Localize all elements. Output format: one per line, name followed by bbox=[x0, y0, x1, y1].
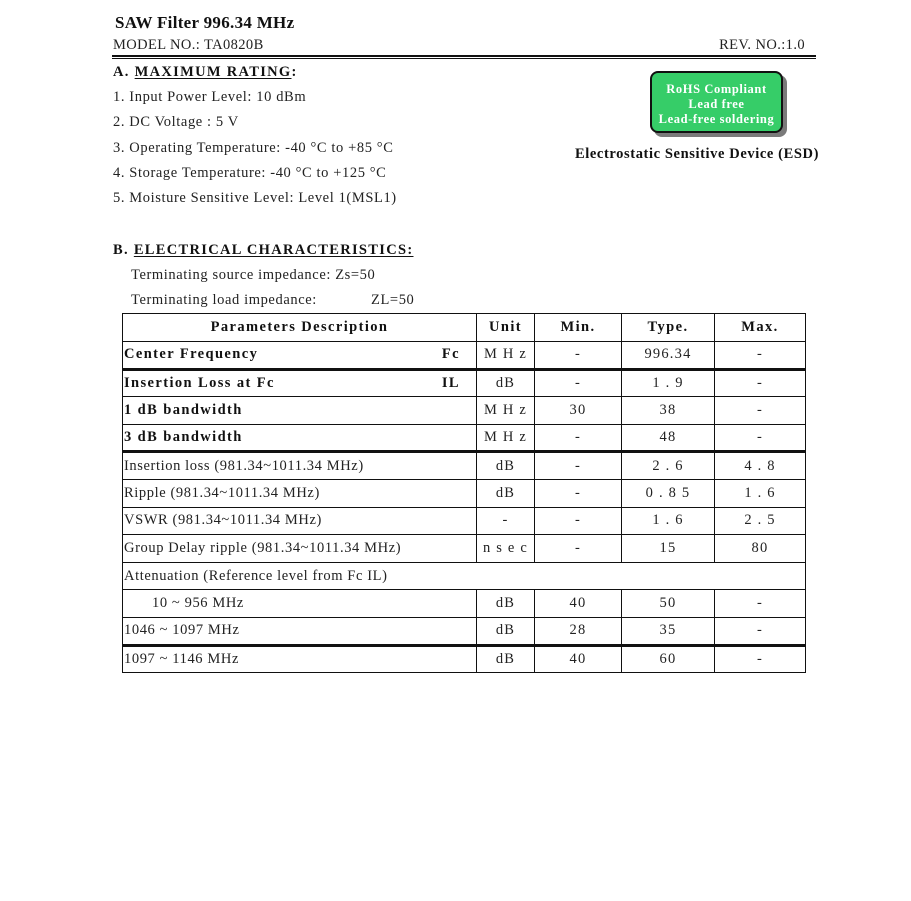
typ-cell: 48 bbox=[622, 424, 715, 452]
header-type: Type. bbox=[622, 314, 715, 342]
unit-cell: dB bbox=[477, 617, 535, 645]
unit-cell: dB bbox=[477, 645, 535, 673]
section-a-title: MAXIMUM RATING bbox=[134, 64, 292, 80]
attenuation-heading: Attenuation (Reference level from Fc IL) bbox=[123, 562, 806, 590]
table-row bbox=[123, 424, 806, 452]
revision-number: REV. NO.:1.0 bbox=[719, 37, 805, 53]
table-header-row bbox=[123, 314, 806, 342]
table-row bbox=[123, 590, 806, 618]
typ-cell: 0 . 8 5 bbox=[622, 479, 715, 507]
param-desc: VSWR (981.34~1011.34 MHz) bbox=[123, 507, 477, 535]
source-impedance: Terminating source impedance: Zs=50 bbox=[131, 267, 376, 283]
min-cell: 30 bbox=[535, 397, 622, 425]
rating-item: 4. Storage Temperature: -40 °C to +125 °C bbox=[113, 165, 387, 181]
typ-cell: 50 bbox=[622, 590, 715, 618]
unit-cell: dB bbox=[477, 369, 535, 397]
header-min: Min. bbox=[535, 314, 622, 342]
param-name: Insertion Loss at Fc bbox=[124, 374, 275, 391]
section-b-title: ELECTRICAL CHARACTERISTICS: bbox=[133, 242, 414, 258]
min-cell: - bbox=[535, 535, 622, 563]
min-cell: 40 bbox=[535, 590, 622, 618]
max-cell: 4 . 8 bbox=[715, 452, 806, 480]
param-desc: Ripple (981.34~1011.34 MHz) bbox=[123, 479, 477, 507]
max-cell: - bbox=[715, 617, 806, 645]
min-cell: - bbox=[535, 342, 622, 370]
lead-free-soldering-line: Lead-free soldering bbox=[658, 112, 775, 126]
min-cell: - bbox=[535, 424, 622, 452]
max-cell: - bbox=[715, 397, 806, 425]
section-a-prefix: A. bbox=[113, 64, 135, 80]
esd-label: Electrostatic Sensitive Device (ESD) bbox=[575, 146, 820, 162]
max-cell: 2 . 5 bbox=[715, 507, 806, 535]
rating-item: 1. Input Power Level: 10 dBm bbox=[113, 89, 307, 105]
unit-cell: n s e c bbox=[477, 535, 535, 563]
max-cell: 80 bbox=[715, 535, 806, 563]
param-desc: 3 dB bandwidth bbox=[123, 424, 477, 452]
typ-cell: 1 . 6 bbox=[622, 507, 715, 535]
table-row bbox=[123, 479, 806, 507]
section-b-heading bbox=[113, 242, 413, 259]
param-desc: 1 dB bandwidth bbox=[123, 397, 477, 425]
param-symbol: Fc bbox=[441, 346, 460, 363]
param-desc: 1097 ~ 1146 MHz bbox=[123, 645, 477, 673]
rating-item: 2. DC Voltage : 5 V bbox=[113, 114, 239, 130]
document-title: SAW Filter 996.34 MHz bbox=[115, 13, 295, 32]
rating-item: 5. Moisture Sensitive Level: Level 1(MSL1) bbox=[113, 190, 397, 206]
header-unit: Unit bbox=[477, 314, 535, 342]
param-desc: 10 ~ 956 MHz bbox=[123, 590, 477, 618]
min-cell: - bbox=[535, 507, 622, 535]
header-double-rule bbox=[112, 55, 816, 59]
param-desc bbox=[123, 342, 477, 370]
typ-cell: 996.34 bbox=[622, 342, 715, 370]
typ-cell: 2 . 6 bbox=[622, 452, 715, 480]
section-b-prefix: B. bbox=[113, 242, 134, 258]
table-row bbox=[123, 535, 806, 563]
min-cell: 28 bbox=[535, 617, 622, 645]
section-a-heading bbox=[113, 64, 298, 81]
table-row bbox=[123, 507, 806, 535]
section-a-suffix: : bbox=[291, 64, 298, 80]
min-cell: - bbox=[535, 452, 622, 480]
header-parameters: Parameters Description bbox=[123, 314, 477, 342]
table-row-attenuation-heading bbox=[123, 562, 806, 590]
typ-cell: 38 bbox=[622, 397, 715, 425]
table-row bbox=[123, 617, 806, 645]
typ-cell: 15 bbox=[622, 535, 715, 563]
typ-cell: 60 bbox=[622, 645, 715, 673]
max-cell: 1 . 6 bbox=[715, 479, 806, 507]
rating-item: 3. Operating Temperature: -40 °C to +85 °C bbox=[113, 140, 394, 156]
min-cell: 40 bbox=[535, 645, 622, 673]
max-cell: - bbox=[715, 342, 806, 370]
table-row bbox=[123, 342, 806, 370]
param-desc: Group Delay ripple (981.34~1011.34 MHz) bbox=[123, 535, 477, 563]
param-desc bbox=[123, 369, 477, 397]
param-desc: Insertion loss (981.34~1011.34 MHz) bbox=[123, 452, 477, 480]
param-symbol: IL bbox=[441, 374, 460, 391]
min-cell: - bbox=[535, 369, 622, 397]
typ-cell: 35 bbox=[622, 617, 715, 645]
param-name: Center Frequency bbox=[124, 346, 259, 363]
unit-cell: M H z bbox=[477, 397, 535, 425]
max-cell: - bbox=[715, 645, 806, 673]
unit-cell: - bbox=[477, 507, 535, 535]
unit-cell: M H z bbox=[477, 342, 535, 370]
unit-cell: dB bbox=[477, 590, 535, 618]
electrical-characteristics-table bbox=[122, 313, 806, 673]
max-cell: - bbox=[715, 590, 806, 618]
min-cell: - bbox=[535, 479, 622, 507]
param-desc: 1046 ~ 1097 MHz bbox=[123, 617, 477, 645]
load-impedance-label: Terminating load impedance: bbox=[131, 292, 317, 308]
table-row bbox=[123, 452, 806, 480]
max-cell: - bbox=[715, 424, 806, 452]
table-row bbox=[123, 645, 806, 673]
lead-free-line: Lead free bbox=[688, 97, 745, 111]
table-row bbox=[123, 397, 806, 425]
max-cell: - bbox=[715, 369, 806, 397]
model-number: MODEL NO.: TA0820B bbox=[113, 37, 264, 53]
typ-cell: 1 . 9 bbox=[622, 369, 715, 397]
unit-cell: dB bbox=[477, 452, 535, 480]
table-row bbox=[123, 369, 806, 397]
rohs-line: RoHS Compliant bbox=[666, 82, 767, 96]
header-max: Max. bbox=[715, 314, 806, 342]
load-impedance-value: ZL=50 bbox=[371, 292, 415, 308]
rohs-badge-box bbox=[650, 71, 783, 133]
rohs-badge bbox=[650, 71, 783, 133]
unit-cell: dB bbox=[477, 479, 535, 507]
unit-cell: M H z bbox=[477, 424, 535, 452]
